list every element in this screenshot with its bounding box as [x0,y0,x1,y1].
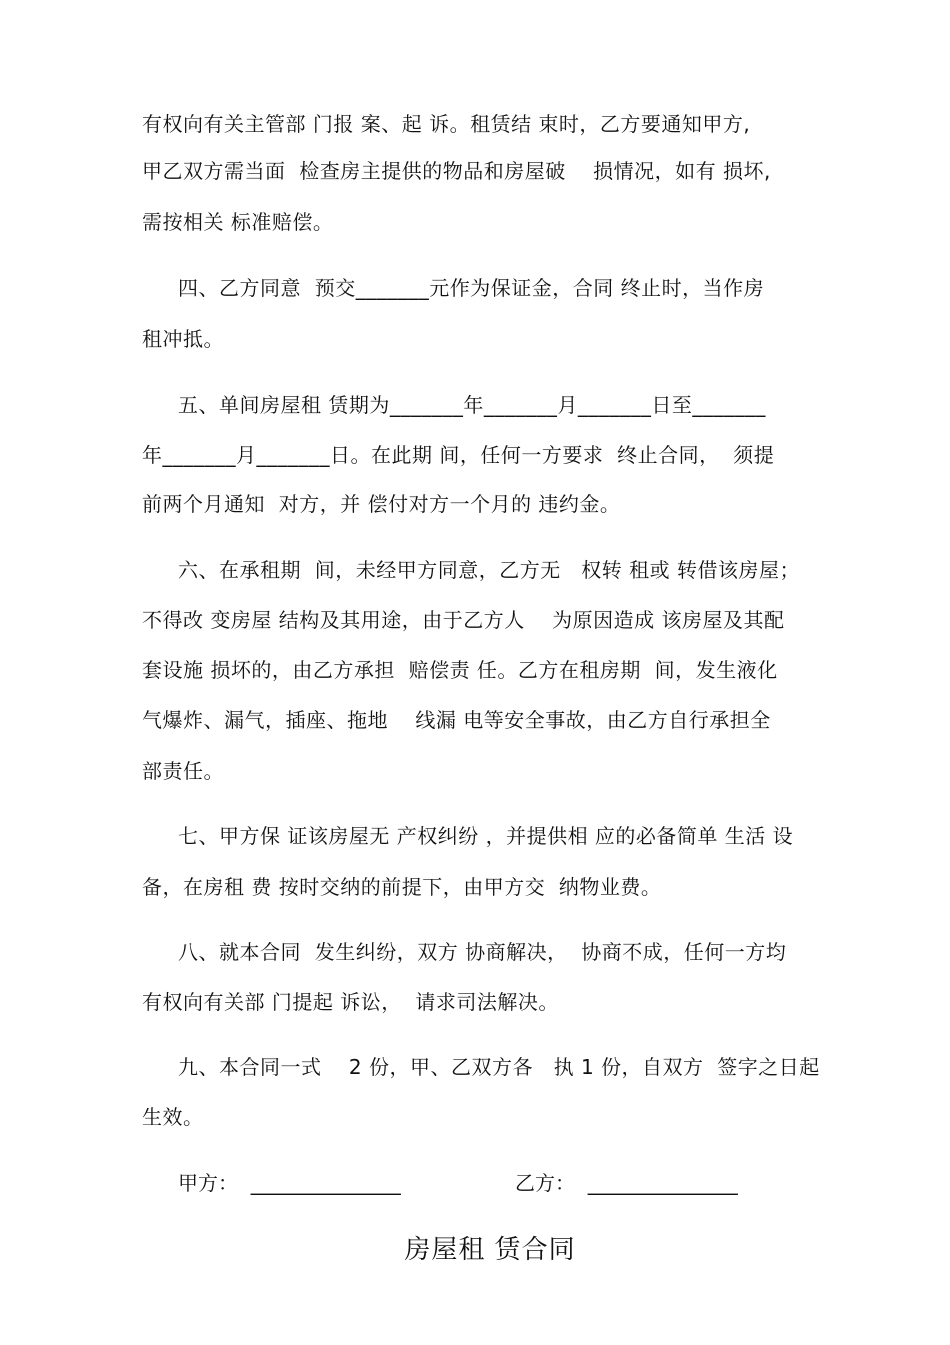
text-line: 有权向有关部 门提起 诉讼， 请求司法解决。 [142,990,559,1014]
party-a-signature: 甲方： _______________ [178,1171,401,1195]
clause-8-line: 八、就本合同 发生纠纷，双方 协商解决， 协商不成，任何一方均 [178,940,787,964]
clause-7-line: 七、甲方保 证该房屋无 产权纠纷 ，并提供相 应的必备简单 生活 设 [178,824,794,848]
text-line: 租冲抵。 [142,327,224,351]
text-line: 前两个月通知 对方，并 偿付对方一个月的 违约金。 [142,492,621,516]
text-line: 有权向有关主管部 门报 案、起 诉。租赁结 束时，乙方要通知甲方, [142,112,751,136]
text-line: 需按相关 标准赔偿。 [142,210,334,234]
text-line: 气爆炸、漏气，插座、拖地 线漏 电等安全事故，由乙方自行承担全 [142,708,771,732]
clause-9-line: 九、本合同一式 2 份，甲、乙双方各 执 1 份，自双方 签字之日起 [178,1055,820,1079]
text-line: 年_______月_______日。在此期 间，任何一方要求 终止合同， 须提 [142,443,775,467]
clause-5-line: 五、单间房屋租 赁期为_______年_______月_______日至_______ [178,393,766,417]
text-line: 甲乙双方需当面 检查房主提供的物品和房屋破 损情况，如有 损坏, [142,159,771,183]
next-document-title: 房屋租 赁合同 [404,1235,576,1265]
text-line: 备，在房租 费 按时交纳的前提下，由甲方交 纳物业费。 [142,875,662,899]
text-line: 生效。 [142,1105,204,1129]
party-b-signature: 乙方： _______________ [515,1171,738,1195]
text-line: 部责任。 [142,759,224,783]
text-line: 不得改 变房屋 结构及其用途，由于乙方人 为原因造成 该房屋及其配 [142,608,785,632]
clause-4-line: 四、乙方同意 预交_______元作为保证金，合同 终止时，当作房 [178,276,765,300]
clause-6-line: 六、在承租期 间，未经甲方同意，乙方无 权转 租或 转借该房屋； [178,558,801,582]
text-line: 套设施 损坏的，由乙方承担 赔偿责 任。乙方在租房期 间，发生液化 [142,658,778,682]
